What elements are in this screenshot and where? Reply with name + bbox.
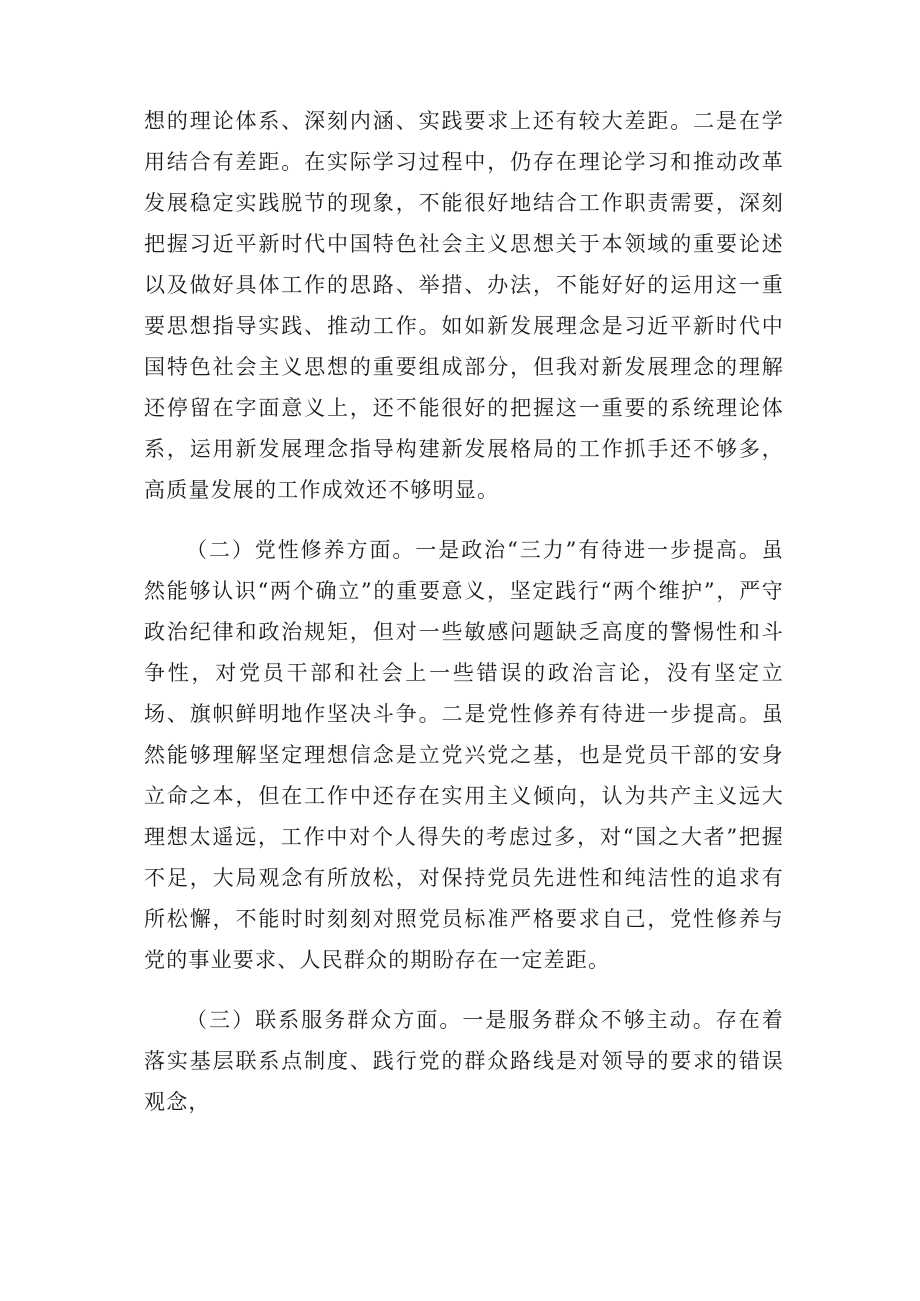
document-body — [144, 101, 784, 1123]
paragraph-study-gap: 想的理论体系、深刻内涵、实践要求上还有较大差距。二是在学用结合有差距。在实际学习过程中，仍存在理论学习和推动改革发展稳定实践脱节的现象，不能很好地结合工作职责需要，深刻把握习近平新时代中国特色社会主义思想关于本领域的重要论述以及做好具体工作的思路、举措、办法，不能好好的运用这一重要思想指导实践、推动工作。如如新发展理念是习近平新时代中国特色社会主义思想的重要组成部分，但我对新发展理念的理解还停留在字面意义上，还不能很好的把握这一重要的系统理论体系，运用新发展理念指导构建新发展格局的工作抓手还不够多，高质量发展的工作成效还不够明显。 — [144, 109, 784, 502]
paragraph-party-spirit: （二）党性修养方面。一是政治“三力”有待进一步提高。虽然能够认识“两个确立”的重要意义，坚定践行“两个维护”，严守政治纪律和政治规矩，但对一些敏感问题缺乏高度的警惕性和斗争性，对党员干部和社会上一些错误的政治言论，没有坚定立场、旗帜鲜明地作坚决斗争。二是党性修养有待进一步提高。虽然能够理解坚定理想信念是立党兴党之基，也是党员干部的安身立命之本，但在工作中还存在实用主义倾向，认为共产主义远大理想太遥远，工作中对个人得失的考虑过多，对“国之大者”把握不足，大局观念有所放松，对保持党员先进性和纯洁性的追求有所松懈，不能时时刻刻对照党员标准严格要求自己，党性修养与党的事业要求、人民群众的期盼存在一定差距。 — [144, 538, 784, 972]
paragraph-serving-masses: （三）联系服务群众方面。一是服务群众不够主动。存在着落实基层联系点制度、践行党的群众路线是对领导的要求的错误观念， — [144, 1008, 784, 1114]
